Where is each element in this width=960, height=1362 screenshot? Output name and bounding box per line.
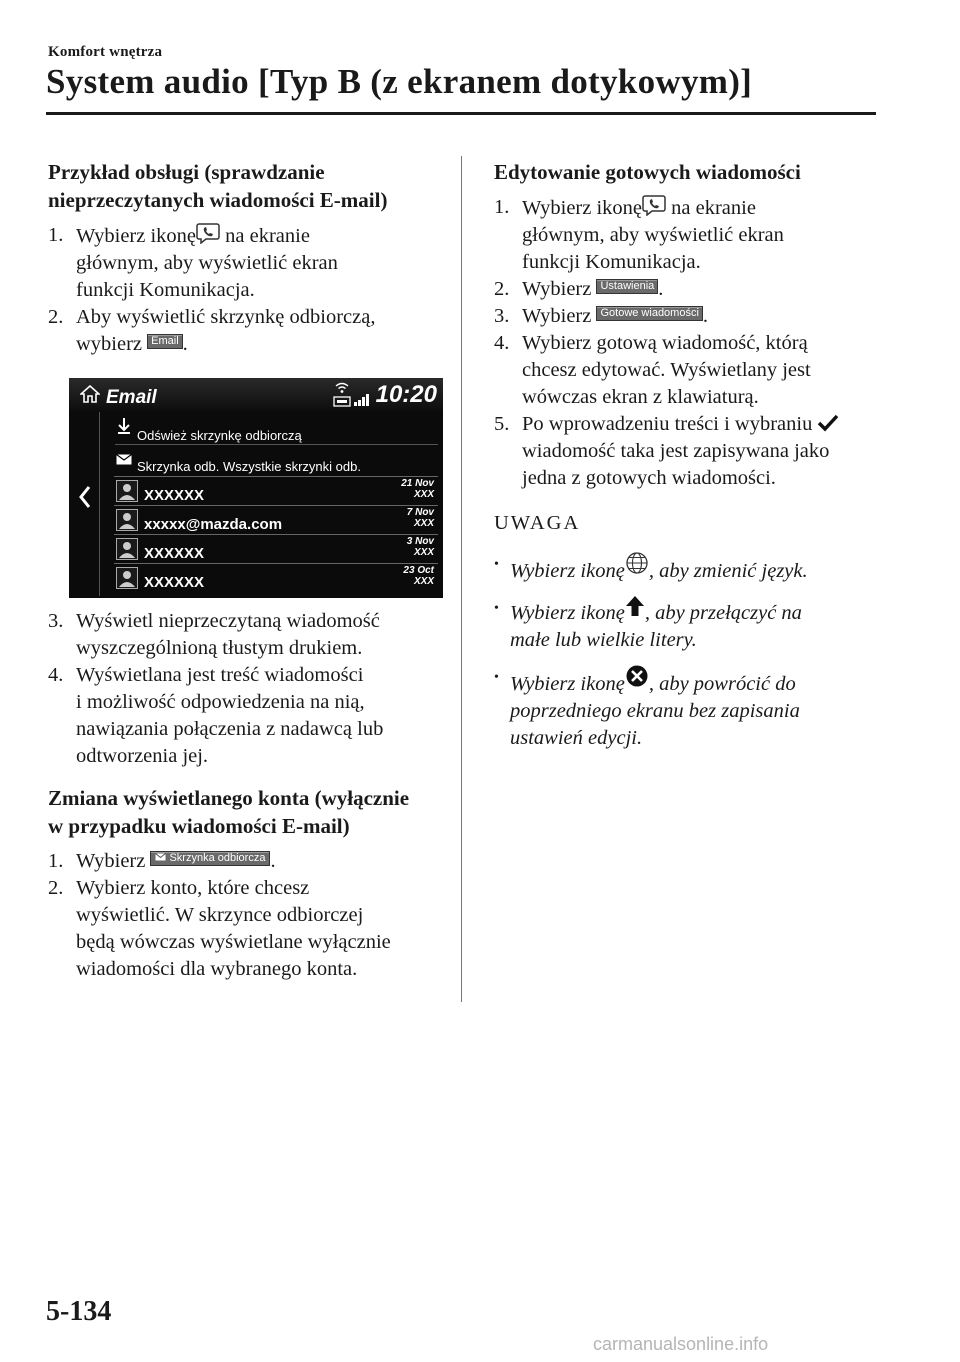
communication-icon (642, 194, 666, 216)
heading-rule (46, 112, 876, 115)
right-column (494, 158, 894, 762)
watermark: carmanualsonline.info (593, 1334, 769, 1354)
email-screen-figure (69, 378, 443, 598)
home-icon (80, 385, 100, 403)
edit-step-3: 3. Wybierz Gotowe wiadomości . (494, 305, 709, 327)
close-icon (625, 664, 649, 688)
signal-icon (354, 392, 372, 406)
screen-clock: 10:20 (375, 381, 437, 408)
edit-step-1: 1. Wybierz ikonę na ekranie głównym, aby wyświetlić ekran funkcji Komunikacja. (494, 196, 784, 273)
subheading-change-account: Zmiana wyświetlanego konta (wyłącznie w przypadku wiadomości E-mail) (48, 786, 410, 838)
shift-arrow-icon (625, 595, 645, 617)
contact-avatar-icon (116, 567, 138, 589)
message-row[interactable]: xxxxx@mazda.com 7 Nov XXX (114, 505, 438, 534)
step-2: 2. Aby wyświetlić skrzynkę odbiorczą, wybierz Email . (48, 306, 376, 355)
message-row[interactable]: XXXXXX 23 Oct XXX (114, 563, 438, 592)
step-change-1: 1. Wybierz Skrzynka odbiorcza . (48, 850, 276, 872)
edit-step-5: 5. Po wprowadzeniu treści i wybraniu wiadomość taka jest zapisywana jako jedna z gotowych wiadomości. (494, 411, 894, 492)
contact-avatar-icon (116, 480, 138, 502)
subheading-example: Przykład obsługi (sprawdzanie nieprzeczytanych wiadomości E-mail) (48, 160, 388, 212)
globe-icon (625, 551, 649, 575)
refresh-inbox-row[interactable]: Odśwież skrzynkę odbiorczą (115, 412, 438, 445)
step-3: 3. Wyświetl nieprzeczytaną wiadomość wyszczególnioną tłustym drukiem. (48, 610, 380, 659)
left-column (48, 158, 448, 983)
preset-messages-button-label: Gotowe wiadomości (596, 306, 702, 321)
inbox-selector-row[interactable]: Skrzynka odb. Wszystkie skrzynki odb. (115, 445, 438, 475)
page-number: 5-134 (46, 1296, 112, 1327)
subheading-edit-messages: Edytowanie gotowych wiadomości (494, 160, 801, 184)
section-label: Komfort wnętrza (48, 44, 163, 60)
email-button-label: Email (147, 334, 183, 349)
step-1: 1. Wybierz ikonę na ekranie głównym, aby wyświetlić ekran funkcji Komunikacja. (48, 224, 338, 301)
contact-avatar-icon (116, 509, 138, 531)
message-row[interactable]: XXXXXX 21 Nov XXX (114, 476, 438, 505)
edit-step-4: 4. Wybierz gotową wiadomość, którą chcesz edytować. Wyświetlany jest wówczas ekran z klawiaturą. (494, 332, 811, 408)
note-bullet-cancel: • Wybierz ikonę , aby powrócić do poprzedniego ekranu bez zapisania ustawień edycji. (494, 664, 894, 752)
contact-avatar-icon (116, 538, 138, 560)
download-arrow-icon (117, 417, 131, 435)
screen-title: Email (106, 387, 157, 408)
message-row[interactable]: XXXXXX 3 Nov XXX (114, 534, 438, 563)
note-bullet-language: • Wybierz ikonę , aby zmienić język. (494, 551, 894, 585)
note-bullet-shift: • Wybierz ikonę , aby przełączyć na małe lub wielkie litery. (494, 595, 894, 654)
inbox-button-label: Skrzynka odbiorcza (150, 851, 270, 866)
note-title: UWAGA (494, 512, 581, 534)
phone-status-icon (333, 396, 351, 407)
step-change-2: 2. Wybierz konto, które chcesz wyświetlić. W skrzynce odbiorczej będą wówczas wyświetlane wyłącznie wiadomości dla wybranego konta. (48, 877, 391, 980)
column-divider (461, 156, 462, 1002)
back-chevron-icon[interactable] (78, 485, 92, 509)
communication-icon (196, 222, 220, 244)
checkmark-icon (817, 414, 839, 432)
envelope-icon (155, 853, 166, 861)
page-title: System audio [Typ B (z ekranem dotykowym)] (46, 62, 753, 101)
envelope-icon (116, 454, 132, 465)
settings-button-label: Ustawienia (596, 279, 658, 294)
step-4: 4. Wyświetlana jest treść wiadomości i możliwość odpowiedzenia na nią, nawiązania połączenia z nadawcą lub odtworzenia jej. (48, 664, 384, 767)
wifi-icon (335, 382, 349, 394)
edit-step-2: 2. Wybierz Ustawienia . (494, 278, 664, 300)
